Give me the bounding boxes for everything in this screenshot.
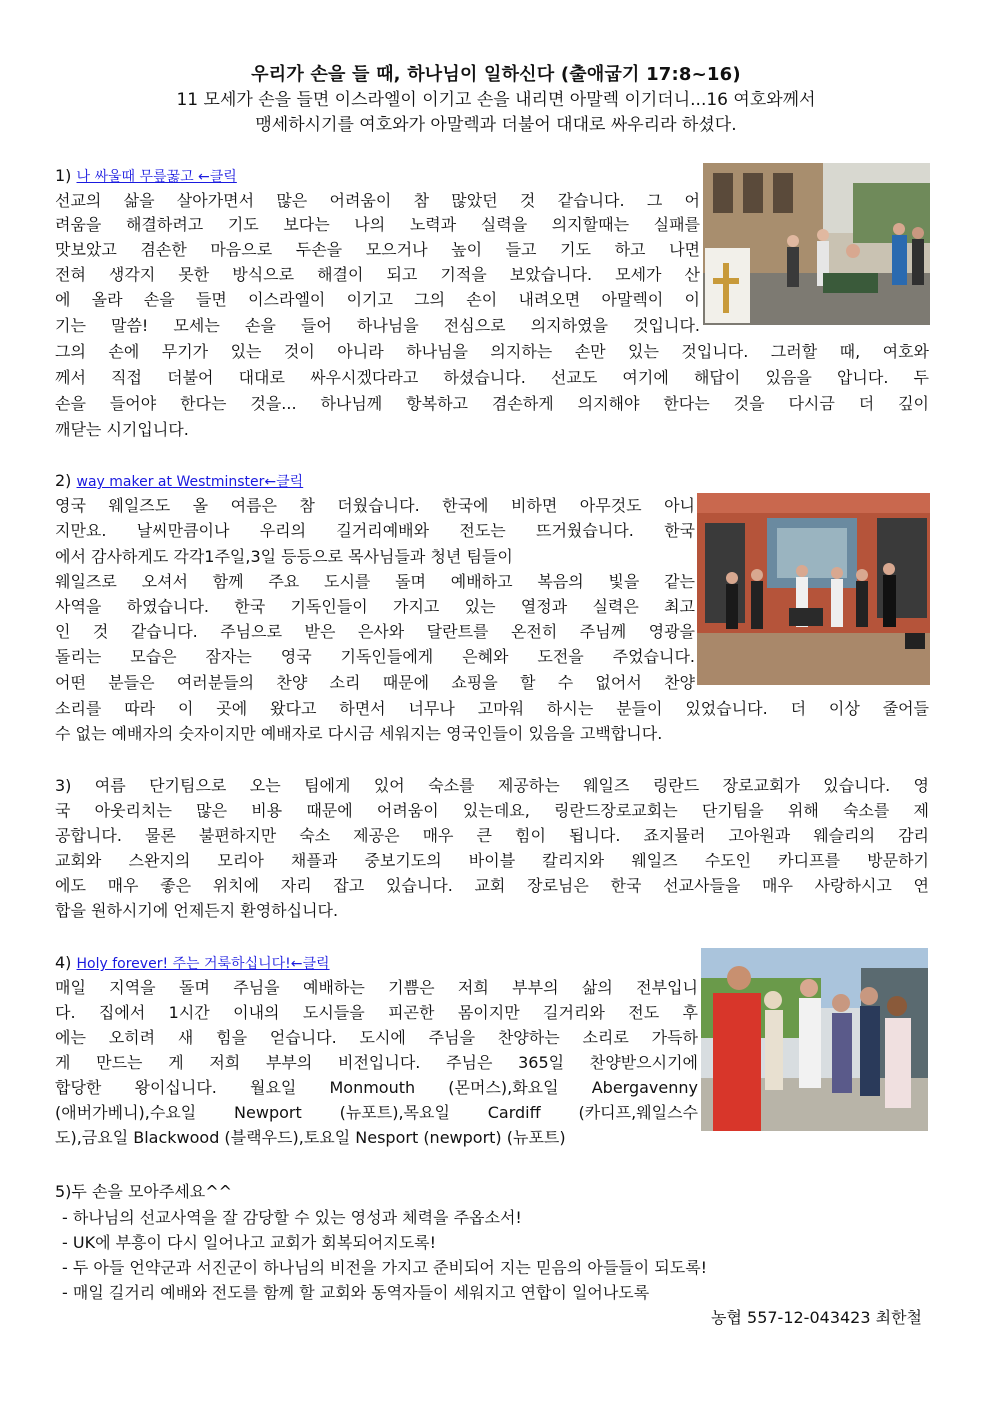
section-2-line: 에서 감사하게도 각각1주일,3일 등등으로 목사님들과 청년 팀들이: [55, 547, 513, 566]
section-3-line: 교회와 스완지의 모리아 채플과 중보기도의 바이블 칼리지와 웨일즈 수도인 카디프를 방문하기: [55, 851, 929, 870]
section-1-line: 손을 들어야 한다는 것을... 하나님께 항복하고 겸손하게 의지해야 한다는 것을 다시금 더 깊이: [55, 394, 929, 413]
prayer-item: - UK에 부흥이 다시 일어나고 교회가 회복되어지도록!: [62, 1233, 437, 1252]
section-4-number: 4): [55, 953, 72, 972]
section-2-line: 어떤 분들은 여러분들의 찬양 소리 때문에 쇼핑을 할 수 없어서 찬양: [55, 673, 695, 692]
section-4-line: 합당한 왕이십니다. 월요일 Monmouth (몬머스),화요일 Abergavenny: [55, 1078, 698, 1097]
section-3-line: 국 아웃리치는 많은 비용 때문에 어려움이 있는데요, 링란드장로교회는 단기팀을 위해 숙소를 제: [55, 801, 929, 820]
section-3-line: 에도 매우 좋은 위치에 자리 잡고 있습니다. 교회 장로님은 한국 선교사들을 매우 사랑하시고 연: [55, 876, 929, 895]
prayer-item: - 두 아들 언약군과 서진군이 하나님의 비전을 가지고 준비되어 지는 믿음의 아들들이 되도록!: [62, 1258, 708, 1277]
section-2-video-link[interactable]: way maker at Westminster←클릭: [76, 474, 304, 490]
section-2-line: 돌리는 모습은 잠자는 영국 기독인들에게 은혜와 도전을 주었습니다.: [55, 647, 695, 666]
section-4-line: 게 만드는 게 저희 부부의 비전입니다. 주님은 365일 찬양받으시기에: [55, 1053, 698, 1072]
section-1-line: 전혀 생각지 못한 방식으로 해결이 되고 기적을 보았습니다. 모세가 산: [55, 265, 700, 284]
section-2-line: 소리를 따라 이 곳에 왔다고 하면서 너무나 고마워 하시는 분들이 있었습니다. 더 이상 줄어들: [55, 699, 929, 718]
bank-account: 농협 557-12-043423 최한철: [711, 1308, 922, 1327]
scripture-line-1: 11 모세가 손을 들면 이스라엘이 이기고 손을 내리면 아말렉 이기더니...16 여호와께서: [176, 90, 816, 110]
section-4-line: 에는 오히려 새 힘을 얻습니다. 도시에 주님을 찬양하는 소리로 가득하: [55, 1028, 698, 1047]
prayer-item: - 매일 길거리 예배와 전도를 함께 할 교회와 동역자들이 세워지고 연합이 일어나도록: [62, 1283, 650, 1302]
section-1-line: 려움을 해결하려고 기도 보다는 나의 노력과 실력을 의지할때는 실패를: [55, 215, 700, 234]
street-worship-photo-1: [703, 163, 930, 325]
section-3-line: 3) 여름 단기팀으로 오는 팀에게 있어 숙소를 제공하는 웨일즈 링란드 장로교회가 있습니다. 영: [55, 776, 929, 795]
section-1-line: 께서 직접 더불어 대대로 싸우시겠다라고 하셨습니다. 선교도 여기에 해답이 있음을 압니다. 두: [55, 368, 929, 387]
section-1-line: 선교의 삶을 살아가면서 많은 어려움이 참 많았던 것 같습니다. 그 어: [55, 191, 700, 210]
section-1-video-link[interactable]: 나 싸울때 무릎꿇고 ←클릭: [76, 169, 237, 185]
section-4-line: 매일 지역을 돌며 주님을 예배하는 기쁨은 저희 부부의 삶의 전부입니: [55, 978, 698, 997]
section-2-line: 인 것 같습니다. 주님으로 받은 은사와 달란트를 온전히 주님께 영광을: [55, 622, 695, 641]
section-1-number: 1): [55, 166, 72, 185]
section-1-line: 에 올라 손을 들면 이스라엘이 이기고 그의 손이 내려오면 아말렉이 이: [55, 290, 700, 309]
prayer-group-photo: [701, 948, 928, 1131]
section-3-line: 공합니다. 물론 불편하지만 숙소 제공은 매우 큰 힘이 됩니다. 죠지뮬러 고아원과 웨슬리의 감리: [55, 826, 929, 845]
section-2-line: 웨일즈로 오셔서 함께 주요 도시를 돌며 예배하고 복음의 빛을 같는: [55, 572, 695, 591]
section-3-line: 합을 원하시기에 언제든지 환영하십니다.: [55, 901, 339, 920]
section-2-heading: [55, 470, 303, 493]
section-1-line: 기는 말씀! 모세는 손을 들어 하나님을 전심으로 의지하였을 것입니다.: [55, 316, 700, 335]
section-4-video-link[interactable]: Holy forever! 주는 거룩하십니다!←클릭: [76, 956, 330, 972]
section-2-line: 사역을 하였습니다. 한국 기독인들이 가지고 있는 열정과 실력은 최고: [55, 597, 695, 616]
scripture-line-2: 맹세하시기를 여호와가 아말렉과 더불어 대대로 싸우리라 하셨다.: [255, 115, 737, 135]
section-1-heading: [55, 165, 237, 188]
section-2-line: 지만요. 날씨만큼이나 우리의 길거리예배와 전도는 뜨거웠습니다. 한국: [55, 521, 695, 540]
prayer-heading: 5)두 손을 모아주세요^^: [55, 1182, 233, 1201]
section-1-line: 그의 손에 무기가 있는 것이 아니라 하나님을 의지하는 손만 있는 것입니다. 그러할 때, 여호와: [55, 342, 929, 361]
section-4-line: (애버가베니),수요일 Newport (뉴포트),목요일 Cardiff (카디프,웨일스수: [55, 1103, 698, 1122]
section-2-line: 영국 웨일즈도 올 여름은 참 더웠습니다. 한국에 비하면 아무것도 아니: [55, 496, 695, 515]
newsletter-title: 우리가 손을 들 때, 하나님이 일하신다 (출애굽기 17:8~16): [251, 64, 741, 85]
street-worship-photo-2: [697, 493, 930, 685]
section-4-line: 다. 집에서 1시간 이내의 도시들을 피곤한 몸이지만 길거리와 전도 후: [55, 1003, 698, 1022]
section-4-line: 도),금요일 Blackwood (블랙우드),토요일 Nesport (newport) (뉴포트): [55, 1128, 566, 1147]
section-4-heading: [55, 952, 330, 975]
section-1-line: 맛보았고 겸손한 마음으로 두손을 모으거나 높이 들고 기도 하고 나면: [55, 240, 700, 259]
section-2-number: 2): [55, 471, 72, 490]
section-2-line: 수 없는 예배자의 숫자이지만 예배자로 다시금 세워지는 영국인들이 있음을 고백합니다.: [55, 724, 663, 743]
prayer-item: - 하나님의 선교사역을 잘 감당할 수 있는 영성과 체력을 주옵소서!: [62, 1208, 522, 1227]
section-1-line: 깨닫는 시기입니다.: [55, 420, 189, 439]
